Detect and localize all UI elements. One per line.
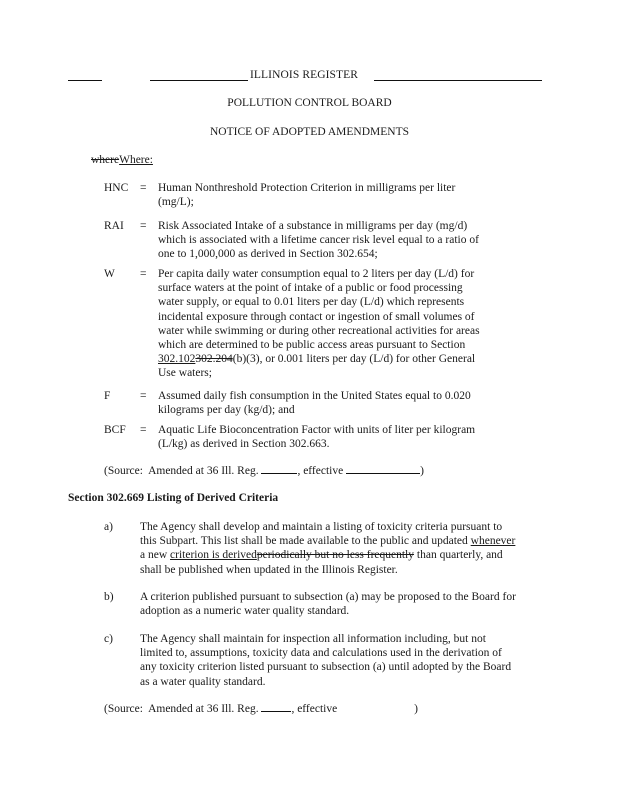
def-line-amended xyxy=(158,352,510,366)
item-label-b: b) xyxy=(104,591,114,603)
def-line: water supply, or equal to 0.01 liters per day (L/d) which represents xyxy=(158,296,465,309)
def-line: Use waters; xyxy=(158,367,212,380)
item-text-a xyxy=(140,520,540,577)
def-line: water while swimming or during other recreational activities for areas xyxy=(158,324,480,337)
deleted-text: where xyxy=(91,154,120,166)
def-equals: = xyxy=(140,220,147,232)
def-text-w xyxy=(158,267,510,381)
intro-where xyxy=(91,153,153,167)
notice-title: NOTICE OF ADOPTED AMENDMENTS xyxy=(209,126,410,138)
reg-blank xyxy=(261,464,297,474)
def-line: kilograms per day (kg/d); and xyxy=(158,404,295,417)
source-note xyxy=(104,464,424,478)
source-suffix: ) xyxy=(414,703,418,715)
def-line: (L/kg) as derived in Section 302.663. xyxy=(158,438,330,451)
def-symbol-f: F xyxy=(104,390,111,402)
def-symbol-bcf: BCF xyxy=(104,424,126,436)
item-line: The Agency shall maintain for inspection all information including, but not xyxy=(140,633,486,645)
inserted-text: criterion is derived xyxy=(170,549,257,562)
source-prefix: (Source: Amended at 36 Ill. Reg. xyxy=(104,465,262,477)
def-text-bcf xyxy=(158,423,510,451)
item-line-pre: this Subpart. This list shall be made available to the public and updated xyxy=(140,535,471,548)
def-equals: = xyxy=(140,182,147,194)
def-symbol-w: W xyxy=(104,268,115,280)
def-line-rest: (b)(3), or 0.001 liters per day (L/d) for other General xyxy=(232,353,476,366)
date-blank xyxy=(346,464,420,474)
header-rule-right xyxy=(374,80,542,81)
def-line: surface waters at the point of intake of a public or food processing xyxy=(158,282,463,295)
source-mid: , effective xyxy=(297,465,347,477)
source-note xyxy=(104,702,418,716)
item-line-amended xyxy=(140,534,540,548)
item-line: shall be published when updated in the Illinois Register. xyxy=(140,563,398,576)
item-line: any toxicity criterion listed pursuant to subsection (a) until adopted by the Board xyxy=(140,661,512,674)
def-line: incidental exposure through contact or ingestion of small volumes of xyxy=(158,310,475,323)
def-text-f xyxy=(158,389,510,417)
def-line: one to 1,000,000 as derived in Section 302.654; xyxy=(158,248,378,261)
item-line: limited to, assumptions, toxicity data and calculations used in the derivation of xyxy=(140,647,502,660)
item-line: as a water quality standard. xyxy=(140,675,266,688)
def-equals: = xyxy=(140,268,147,280)
def-line: (mg/L); xyxy=(158,196,194,209)
source-suffix: ) xyxy=(420,465,424,477)
def-text-rai xyxy=(158,219,510,262)
def-line: Human Nonthreshold Protection Criterion in milligrams per liter xyxy=(158,182,456,194)
reg-blank xyxy=(261,702,291,712)
def-symbol-rai: RAI xyxy=(104,220,124,232)
header-rule-left-2 xyxy=(150,80,248,81)
source-mid: , effective xyxy=(291,703,341,715)
item-line-pre: a new xyxy=(140,549,171,562)
def-equals: = xyxy=(140,424,147,436)
inserted-text: Where: xyxy=(119,154,153,166)
item-line-amended xyxy=(140,548,540,562)
def-line: Risk Associated Intake of a substance in milligrams per day (mg/d) xyxy=(158,220,468,232)
item-label-c: c) xyxy=(104,633,113,645)
def-line: Aquatic Life Bioconcentration Factor with units of liter per kilogram xyxy=(158,424,476,436)
date-blank xyxy=(340,703,414,712)
item-line: A criterion published pursuant to subsection (a) may be proposed to the Board for xyxy=(140,591,516,603)
def-equals: = xyxy=(140,390,147,402)
item-line-post: than quarterly, and xyxy=(414,549,503,562)
inserted-text: 302.102 xyxy=(158,353,196,366)
def-text-hnc xyxy=(158,181,510,209)
inserted-text: whenever xyxy=(470,535,516,548)
item-label-a: a) xyxy=(104,521,113,533)
item-line: The Agency shall develop and maintain a listing of toxicity criteria pursuant to xyxy=(140,521,503,533)
def-line: Assumed daily fish consumption in the United States equal to 0.020 xyxy=(158,390,471,402)
source-prefix: (Source: Amended at 36 Ill. Reg. xyxy=(104,703,262,715)
board-name: POLLUTION CONTROL BOARD xyxy=(227,97,392,109)
item-text-b xyxy=(140,590,540,618)
deleted-text: periodically but no less frequently xyxy=(256,549,415,562)
section-heading: Section 302.669 Listing of Derived Criteria xyxy=(68,492,279,504)
deleted-text: 302.204 xyxy=(195,353,233,366)
def-line: which are determined to be public access areas pursuant to Section xyxy=(158,339,466,352)
def-line: which is associated with a lifetime cancer risk level equal to a ratio of xyxy=(158,234,479,247)
register-title: ILLINOIS REGISTER xyxy=(250,69,359,81)
def-symbol-hnc: HNC xyxy=(104,182,129,194)
def-line: Per capita daily water consumption equal to 2 liters per day (L/d) for xyxy=(158,268,475,280)
item-text-c xyxy=(140,632,540,689)
header-rule-left-1 xyxy=(68,80,102,81)
item-line: adoption as a numeric water quality standard. xyxy=(140,605,350,618)
